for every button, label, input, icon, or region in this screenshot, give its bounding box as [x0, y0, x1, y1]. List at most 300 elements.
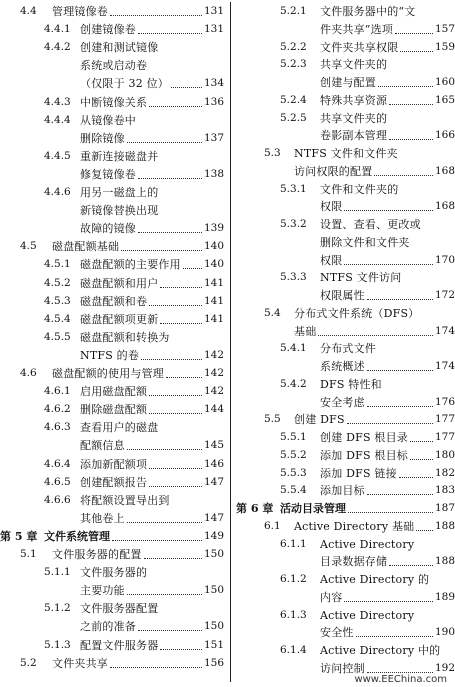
- toc-dot-leader: [141, 347, 202, 360]
- toc-dot-leader: [347, 411, 433, 424]
- toc-page-number: 176: [434, 395, 455, 408]
- toc-entry-title: 共享文件夹的: [320, 58, 388, 72]
- toc-entry: [236, 39, 455, 56]
- toc-page-number: 136: [203, 95, 224, 108]
- toc-entry-title: 活动目录管理: [280, 502, 346, 515]
- toc-page-number: 183: [434, 484, 455, 497]
- toc-page-number: 147: [203, 475, 224, 488]
- toc-section-number: 5.5: [264, 413, 281, 426]
- toc-entry-title: 创建配额报告: [80, 475, 148, 489]
- toc-page-number: 139: [203, 222, 224, 235]
- toc-entry-title: 之前的准备: [80, 620, 136, 634]
- toc-entry-title: 文件服务器中的“文: [320, 5, 416, 18]
- toc-dot-leader: [410, 447, 433, 460]
- toc-entry: [0, 39, 224, 56]
- toc-page-number: 142: [203, 367, 224, 379]
- toc-dot-leader: [144, 546, 202, 559]
- toc-entry-title: 配额信息: [80, 439, 125, 453]
- toc-page-number: 174: [434, 324, 455, 337]
- toc-dot-leader: [374, 163, 433, 176]
- toc-entry: [0, 564, 224, 581]
- toc-entry: [0, 57, 224, 74]
- toc-entry: [0, 437, 224, 454]
- toc-entry-title: 磁盘配额基础: [52, 240, 120, 254]
- toc-entry: [236, 323, 455, 340]
- toc-page-number: 188: [434, 555, 455, 568]
- toc-dot-leader: [395, 21, 433, 34]
- toc-section-number: 5.2.5: [280, 111, 307, 124]
- toc-entry: [236, 518, 455, 535]
- toc-entry-title: 故障的镜像: [80, 222, 136, 236]
- toc-entry: [0, 311, 224, 328]
- toc-section-number: 4.6.2: [44, 403, 71, 416]
- toc-entry: [0, 419, 224, 436]
- toc-entry-title: Active Directory: [320, 608, 415, 622]
- toc-entry-title: 创建 DFS 根目录: [320, 431, 408, 444]
- toc-section-number: 5.2: [20, 656, 37, 669]
- toc-entry-title: Active Directory 中的: [320, 644, 441, 657]
- toc-page-number: 182: [434, 466, 455, 479]
- toc-page-number: 189: [434, 590, 455, 603]
- toc-entry: [0, 75, 224, 92]
- toc-section-number: 6.1.2: [280, 573, 307, 585]
- toc-entry: [0, 148, 224, 165]
- toc-section-number: 5.1.1: [44, 566, 71, 579]
- toc-entry: [236, 465, 455, 482]
- toc-section-number: 4.4.3: [44, 95, 71, 108]
- toc-entry: [236, 607, 455, 624]
- toc-entry: [0, 238, 224, 255]
- toc-entry: [236, 21, 455, 38]
- toc-entry: [236, 358, 455, 375]
- toc-entry: [236, 163, 455, 180]
- toc-entry: [236, 56, 455, 73]
- toc-dot-leader: [149, 401, 202, 414]
- toc-entry-title: NTFS 的卷: [80, 348, 140, 362]
- toc-entry: [0, 637, 224, 654]
- toc-dot-leader: [367, 358, 433, 371]
- toc-page-number: 151: [203, 638, 224, 651]
- toc-entry-title: 磁盘配额和卷: [80, 294, 148, 308]
- toc-entry: [236, 624, 455, 641]
- toc-page-number: 134: [203, 77, 224, 90]
- toc-entry: [0, 474, 224, 491]
- toc-section-number: 5.2.1: [280, 5, 307, 17]
- toc-page-number: 147: [203, 511, 224, 524]
- toc-section-number: 5.5.4: [280, 484, 307, 497]
- toc-dot-leader: [348, 500, 433, 513]
- toc-entry: [236, 553, 455, 570]
- toc-dot-leader: [149, 474, 202, 487]
- toc-dot-leader: [389, 553, 433, 566]
- toc-entry-title: 管理镜像卷: [52, 5, 108, 18]
- toc-entry: [0, 401, 224, 418]
- toc-entry: [236, 145, 455, 162]
- toc-dot-leader: [138, 21, 202, 34]
- toc-section-number: 4.4.2: [44, 41, 71, 54]
- toc-dot-leader: [367, 482, 433, 495]
- toc-entry-title: Active Directory 的: [320, 573, 430, 586]
- toc-chapter-entry: [236, 500, 455, 517]
- toc-dot-leader: [171, 75, 202, 88]
- toc-page-number: 172: [434, 289, 455, 301]
- column-divider: [230, 2, 231, 682]
- toc-entry: [0, 256, 224, 273]
- toc-dot-leader: [344, 198, 433, 211]
- toc-entry-title: 共享文件夹的: [320, 111, 388, 125]
- watermark: www.EEChina.com: [354, 674, 447, 685]
- toc-left-column: [0, 0, 224, 687]
- toc-dot-leader: [367, 394, 433, 407]
- toc-page-number: 160: [434, 76, 455, 88]
- toc-entry-title: 权限: [320, 253, 343, 267]
- toc-dot-leader: [378, 74, 433, 87]
- toc-entry-title: 安全性: [320, 626, 354, 640]
- toc-section-number: 4.5.4: [44, 312, 71, 325]
- toc-section-number: 4.6: [20, 367, 37, 379]
- toc-page-number: 192: [434, 661, 455, 674]
- toc-section-number: 5.3.3: [280, 271, 307, 284]
- toc-entry: [236, 589, 455, 606]
- toc-entry: [0, 546, 224, 563]
- toc-entry-title: DFS 特性和: [320, 377, 382, 391]
- toc-entry-title: 创建和测试镜像: [80, 41, 159, 55]
- toc-entry-title: （仅限于 32 位）: [80, 77, 169, 91]
- toc-entry-title: 其他卷上: [80, 511, 125, 525]
- toc-page-number: 177: [434, 413, 455, 426]
- toc-entry: [236, 447, 455, 464]
- toc-entry-title: 磁盘配额和转换为: [80, 330, 170, 344]
- toc-page-number: 165: [434, 93, 455, 106]
- toc-entry: [0, 94, 224, 111]
- toc-entry: [236, 482, 455, 499]
- toc-entry-title: 删除文件和文件夹: [320, 235, 410, 249]
- toc-dot-leader: [344, 589, 433, 602]
- toc-dot-leader: [183, 256, 202, 269]
- toc-entry-title: 文件夹共享权限: [320, 40, 399, 54]
- toc-page-number: 141: [203, 294, 224, 307]
- toc-entry: [236, 198, 455, 215]
- toc-section-number: 5.4.2: [280, 377, 307, 390]
- toc-dot-leader: [138, 220, 202, 233]
- toc-entry: [236, 74, 455, 91]
- toc-dot-leader: [149, 293, 202, 306]
- toc-page-number: 170: [434, 253, 455, 266]
- toc-entry-title: 中断镜像关系: [80, 95, 148, 109]
- toc-page-number: 157: [434, 22, 455, 35]
- toc-page-number: 142: [203, 385, 224, 398]
- toc-entry-title: 文件服务器的配置: [52, 548, 142, 561]
- toc-entry-title: 启用磁盘配额: [80, 385, 148, 399]
- toc-section-number: 5.1: [20, 548, 37, 560]
- toc-page-number: 144: [203, 403, 224, 416]
- toc-section-number: 4.6.3: [44, 421, 71, 434]
- toc-right-column: [236, 0, 455, 687]
- toc-entry: [236, 340, 455, 357]
- toc-page-number: 146: [203, 457, 224, 470]
- toc-entry: [236, 3, 455, 20]
- toc-dot-leader: [149, 383, 202, 396]
- toc-entry: [236, 429, 455, 446]
- toc-entry-title: 新镜像替换出现: [80, 204, 159, 218]
- toc-entry: [236, 287, 455, 304]
- toc-dot-leader: [149, 94, 202, 107]
- toc-dot-leader: [166, 365, 202, 378]
- toc-section-number: 5.3: [264, 147, 281, 159]
- toc-entry-title: 添加目标: [320, 484, 365, 498]
- toc-entry-title: 安全考虑: [320, 395, 365, 409]
- toc-section-number: 4.6.4: [44, 457, 71, 470]
- toc-entry: [0, 655, 224, 672]
- toc-section-number: 5.1.3: [44, 638, 71, 651]
- toc-entry-title: 系统概述: [320, 360, 365, 373]
- toc-entry-title: NTFS 文件和文件夹: [294, 147, 398, 160]
- toc-section-number: 4.5.3: [44, 294, 71, 307]
- toc-section-number: 4.5.2: [44, 276, 71, 289]
- toc-section-number: 第 6 章: [236, 502, 274, 515]
- toc-page-number: 137: [203, 131, 224, 144]
- toc-entry: [236, 92, 455, 109]
- toc-section-number: 4.4.4: [44, 113, 71, 126]
- toc-section-number: 4.4.6: [44, 186, 71, 198]
- toc-entry-title: NTFS 文件访问: [320, 271, 402, 285]
- toc-entry: [0, 510, 224, 527]
- toc-entry: [0, 220, 224, 237]
- toc-page-number: 140: [203, 258, 224, 271]
- toc-dot-leader: [367, 660, 433, 673]
- toc-entry-title: 配置文件服务器: [80, 638, 159, 652]
- toc-entry-title: 创建镜像卷: [80, 23, 136, 37]
- toc-entry: [0, 582, 224, 599]
- toc-entry: [0, 600, 224, 617]
- toc-entry-title: 修复镜像卷: [80, 167, 136, 181]
- toc-dot-leader: [389, 92, 433, 105]
- toc-entry-title: 创建与配置: [320, 76, 376, 89]
- toc-entry-title: 基础: [294, 324, 317, 338]
- toc-entry-title: 分布式文件: [320, 342, 376, 356]
- toc-section-number: 6.1.4: [280, 644, 307, 656]
- toc-entry: [0, 365, 224, 382]
- toc-page-number: 141: [203, 312, 224, 325]
- toc-entry-title: 系统或启动卷: [80, 59, 148, 73]
- toc-page-number: 138: [203, 167, 224, 180]
- toc-entry-title: 磁盘配额的使用与管理: [52, 367, 164, 380]
- toc-entry-title: 文件服务器配置: [80, 602, 159, 616]
- toc-entry: [236, 571, 455, 588]
- toc-section-number: 5.3.1: [280, 182, 307, 195]
- toc-section-number: 6.1: [264, 519, 281, 532]
- toc-dot-leader: [121, 238, 202, 251]
- toc-entry: [236, 252, 455, 269]
- toc-dot-leader: [160, 637, 202, 650]
- toc-page-number: 145: [203, 439, 224, 452]
- toc-entry-title: 访问控制: [320, 661, 365, 675]
- toc-entry-title: Active Directory: [320, 537, 415, 551]
- toc-dot-leader: [110, 655, 202, 668]
- toc-dot-leader: [112, 528, 202, 541]
- toc-section-number: 5.5.3: [280, 466, 307, 479]
- toc-dot-leader: [389, 127, 433, 140]
- toc-dot-leader: [149, 456, 202, 469]
- toc-section-number: 4.5.1: [44, 258, 71, 271]
- toc-page-number: 166: [434, 129, 455, 142]
- toc-entry: [0, 112, 224, 129]
- toc-entry: [0, 618, 224, 635]
- toc-section-number: 5.4: [264, 306, 281, 319]
- toc-section-number: 4.4.1: [44, 23, 71, 36]
- toc-entry: [0, 202, 224, 219]
- toc-page-number: 142: [203, 348, 224, 361]
- toc-entry-title: 磁盘配额和用户: [80, 276, 159, 290]
- toc-page-number: 174: [434, 360, 455, 372]
- toc-entry: [0, 184, 224, 201]
- toc-section-number: 5.2.4: [280, 93, 307, 106]
- toc-dot-leader: [138, 618, 202, 631]
- toc-page-number: 156: [203, 656, 224, 669]
- toc-entry-title: 删除镜像: [80, 131, 125, 145]
- toc-dot-leader: [400, 39, 433, 52]
- toc-section-number: 4.6.5: [44, 475, 71, 488]
- toc-entry-title: 内容: [320, 590, 343, 604]
- toc-entry-title: 用另一磁盘上的: [80, 186, 159, 199]
- toc-section-number: 4.5.5: [44, 330, 71, 343]
- toc-dot-leader: [127, 437, 202, 450]
- toc-entry: [0, 130, 224, 147]
- toc-page-number: 149: [203, 529, 224, 542]
- toc-entry: [236, 305, 455, 322]
- toc-entry-title: 磁盘配额的主要作用: [80, 258, 181, 272]
- toc-dot-leader: [110, 3, 202, 16]
- toc-entry-title: 重新连接磁盘并: [80, 149, 159, 163]
- toc-section-number: 4.6.6: [44, 493, 71, 506]
- toc-dot-leader: [127, 510, 202, 523]
- toc-entry: [236, 376, 455, 393]
- toc-dot-leader: [127, 130, 202, 143]
- toc-entry-title: 文件系统管理: [44, 529, 110, 543]
- toc-dot-leader: [160, 311, 202, 324]
- toc-section-number: 5.3.2: [280, 218, 307, 230]
- toc-page-number: 131: [203, 23, 224, 36]
- toc-page-number: 159: [434, 40, 455, 53]
- toc-entry-title: 查看用户的磁盘: [80, 421, 159, 435]
- toc-dot-leader: [367, 287, 433, 300]
- toc-page-number: 168: [434, 200, 455, 213]
- toc-page-number: 150: [203, 620, 224, 633]
- toc-page-number: 177: [434, 431, 455, 443]
- toc-dot-leader: [160, 275, 202, 288]
- toc-dot-leader: [399, 465, 433, 478]
- toc-entry-title: 权限属性: [320, 289, 365, 302]
- toc-entry-title: 文件夹共享: [52, 656, 108, 670]
- toc-entry: [236, 110, 455, 127]
- toc-entry-title: 件夹共享”选项: [320, 22, 394, 36]
- toc-entry: [0, 456, 224, 473]
- toc-page-number: 150: [203, 548, 224, 560]
- toc-entry-title: 添加 DFS 链接: [320, 466, 397, 480]
- toc-entry: [0, 293, 224, 310]
- toc-section-number: 5.2.2: [280, 40, 307, 53]
- toc-section-number: 4.6.1: [44, 385, 71, 398]
- toc-section-number: 5.2.3: [280, 58, 307, 71]
- toc-dot-leader: [344, 252, 433, 265]
- toc-page-number: 187: [434, 502, 455, 514]
- toc-entry: [236, 642, 455, 659]
- toc-section-number: 5.1.2: [44, 602, 71, 615]
- toc-entry: [236, 394, 455, 411]
- toc-dot-leader: [410, 429, 433, 442]
- toc-entry-title: 添加 DFS 根目标: [320, 448, 408, 462]
- toc-entry: [236, 536, 455, 553]
- toc-entry-title: 目录数据存储: [320, 555, 388, 569]
- toc-section-number: 5.4.1: [280, 342, 307, 355]
- toc-entry-title: 分布式文件系统（DFS）: [294, 306, 420, 320]
- toc-page-number: 140: [203, 240, 224, 253]
- toc-section-number: 4.5: [20, 240, 37, 253]
- toc-page-number: 190: [434, 626, 455, 639]
- toc-entry-title: 创建 DFS: [294, 413, 345, 427]
- toc-entry: [236, 411, 455, 428]
- toc-dot-leader: [416, 518, 433, 531]
- toc-section-number: 4.4.5: [44, 149, 71, 162]
- toc-chapter-entry: [0, 528, 224, 545]
- toc-entry: [0, 275, 224, 292]
- toc-entry: [0, 21, 224, 38]
- toc-entry: [0, 329, 224, 346]
- toc-entry-title: 设置、查看、更改或: [320, 218, 421, 231]
- toc-section-number: 4.4: [20, 5, 37, 17]
- toc-entry: [0, 492, 224, 509]
- toc-entry-title: 从镜像卷中: [80, 113, 136, 127]
- toc-entry: [236, 234, 455, 251]
- toc-entry: [236, 269, 455, 286]
- toc-section-number: 5.5.2: [280, 448, 307, 461]
- toc-entry-title: 文件和文件夹的: [320, 182, 399, 196]
- toc-entry: [0, 166, 224, 183]
- toc-page-number: 131: [203, 5, 224, 17]
- toc-dot-leader: [356, 624, 433, 637]
- toc-page-number: 188: [434, 519, 455, 532]
- toc-entry-title: 磁盘配额项更新: [80, 312, 159, 326]
- toc-dot-leader: [318, 323, 433, 336]
- toc-entry-title: 将配额设置导出到: [80, 493, 170, 507]
- toc-dot-leader: [138, 166, 202, 179]
- toc-page-number: 150: [203, 584, 224, 597]
- toc-section-number: 6.1.1: [280, 537, 307, 550]
- toc-entry-title: 特殊共享资源: [320, 93, 388, 107]
- toc-section-number: 第 5 章: [0, 529, 38, 543]
- toc-entry-title: 主要功能: [80, 584, 125, 598]
- toc-page-number: 180: [434, 448, 455, 461]
- toc-entry-title: 文件服务器的: [80, 566, 148, 580]
- toc-page-number: 168: [434, 164, 455, 177]
- toc-entry-title: 权限: [320, 200, 343, 214]
- toc-page-number: 141: [203, 276, 224, 289]
- toc-entry-title: 访问权限的配置: [294, 164, 373, 178]
- toc-entry: [0, 347, 224, 364]
- toc-entry: [236, 181, 455, 198]
- toc-entry-title: 删除磁盘配额: [80, 403, 148, 417]
- toc-entry: [236, 127, 455, 144]
- toc-entry-title: Active Directory 基础: [294, 519, 415, 533]
- toc-entry-title: 卷影副本管理: [320, 129, 388, 143]
- toc-entry-title: 添加新配额项: [80, 457, 148, 471]
- toc-section-number: 6.1.3: [280, 608, 307, 621]
- toc-entry: [236, 216, 455, 233]
- toc-entry: [0, 3, 224, 20]
- toc-dot-leader: [127, 582, 202, 595]
- toc-section-number: 5.5.1: [280, 431, 307, 443]
- toc-entry: [0, 383, 224, 400]
